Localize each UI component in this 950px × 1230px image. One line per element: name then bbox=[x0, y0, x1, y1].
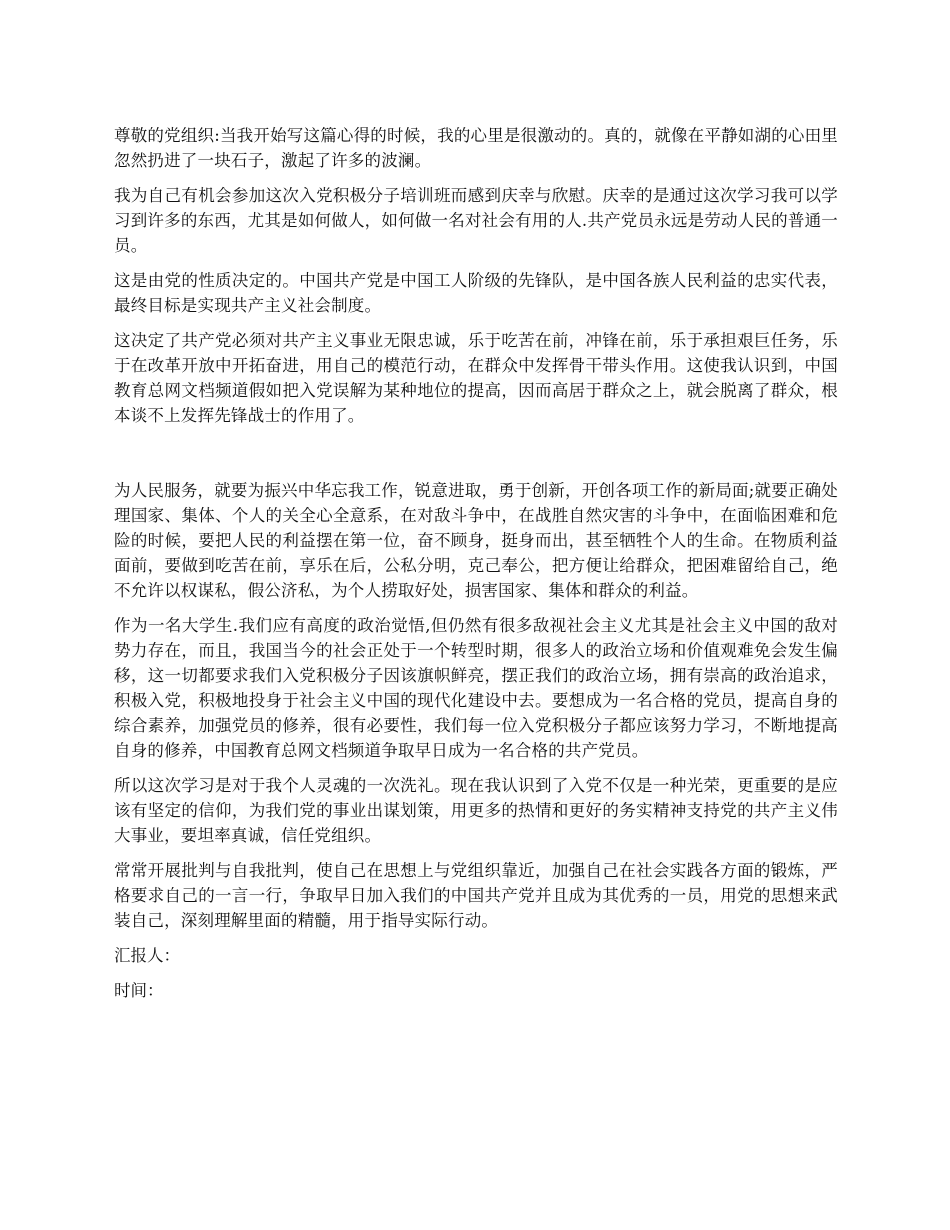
paragraph: 作为一名大学生.我们应有高度的政治觉悟,但仍然有很多敌视社会主义尤其是社会主义中国的敌对势力存在，而且，我国当今的社会正处于一个转型时期，很多人的政治立场和价值观难免会发生偏移，这一切都要求我们入党积极分子因该旗帜鲜亮，摆正我们的政治立场，拥有崇高的政治追求，积极入党，积极地投身于社会主义中国的现代化建设中去。要想成为一名合格的党员，提高自身的综合素养，加强党员的修养，很有必要性，我们每一位入党积极分子都应该努力学习，不断地提高自身的修养，中国教育总网文档频道争取早日成为一名合格的共产党员。 bbox=[114, 616, 838, 760]
section-spacer bbox=[114, 438, 838, 478]
paragraph: 为人民服务，就要为振兴中华忘我工作，锐意进取，勇于创新，开创各项工作的新局面;就要正确处理国家、集体、个人的关全心全意系，在对敌斗争中，在战胜自然灾害的斗争中，在面临困难和危险的时候，要把人民的利益摆在第一位，奋不顾身，挺身而出，甚至牺牲个人的生命。在物质利益面前，要做到吃苦在前，享乐在后，公私分明，克己奉公，把方便让给群众，把困难留给自己，绝不允许以权谋私，假公济私，为个人捞取好处，损害国家、集体和群众的利益。 bbox=[114, 481, 838, 600]
document-body bbox=[114, 123, 838, 1013]
paragraph: 我为自己有机会参加这次入党积极分子培训班而感到庆幸与欣慰。庆幸的是通过这次学习我可以学习到许多的东西，尤其是如何做人，如何做一名对社会有用的人.共产党员永远是劳动人民的普通一员。 bbox=[114, 186, 838, 255]
reporter-label: 汇报人： bbox=[114, 946, 180, 965]
paragraph: 所以这次学习是对于我个人灵魂的一次洗礼。现在我认识到了入党不仅是一种光荣，更重要的是应该有坚定的信仰，为我们党的事业出谋划策，用更多的热情和更好的务实精神支持党的共产主义伟大事业，要坦率真诚，信任党组织。 bbox=[114, 776, 838, 845]
paragraph: 这决定了共产党必须对共产主义事业无限忠诚，乐于吃苦在前，冲锋在前，乐于承担艰巨任务，乐于在改革开放中开拓奋进，用自己的模范行动，在群众中发挥骨干带头作用。这使我认识到，中国教育总网文档频道假如把入党误解为某种地位的提高，因而高居于群众之上，就会脱离了群众，根本谈不上发挥先锋战士的作用了。 bbox=[114, 331, 838, 425]
paragraph: 尊敬的党组织:当我开始写这篇心得的时候，我的心里是很激动的。真的，就像在平静如湖的心田里忽然扔进了一块石子，激起了许多的波澜。 bbox=[114, 126, 838, 170]
paragraph: 常常开展批判与自我批判，使自己在思想上与党组织靠近，加强自己在社会实践各方面的锻炼，严格要求自己的一言一行，争取早日加入我们的中国共产党并且成为其优秀的一员，用党的思想来武装自己，深刻理解里面的精髓，用于指导实际行动。 bbox=[114, 861, 838, 930]
paragraph: 这是由党的性质决定的。中国共产党是中国工人阶级的先锋队，是中国各族人民利益的忠实代表，最终目标是实现共产主义社会制度。 bbox=[114, 271, 838, 315]
time-label: 时间： bbox=[114, 981, 164, 1000]
